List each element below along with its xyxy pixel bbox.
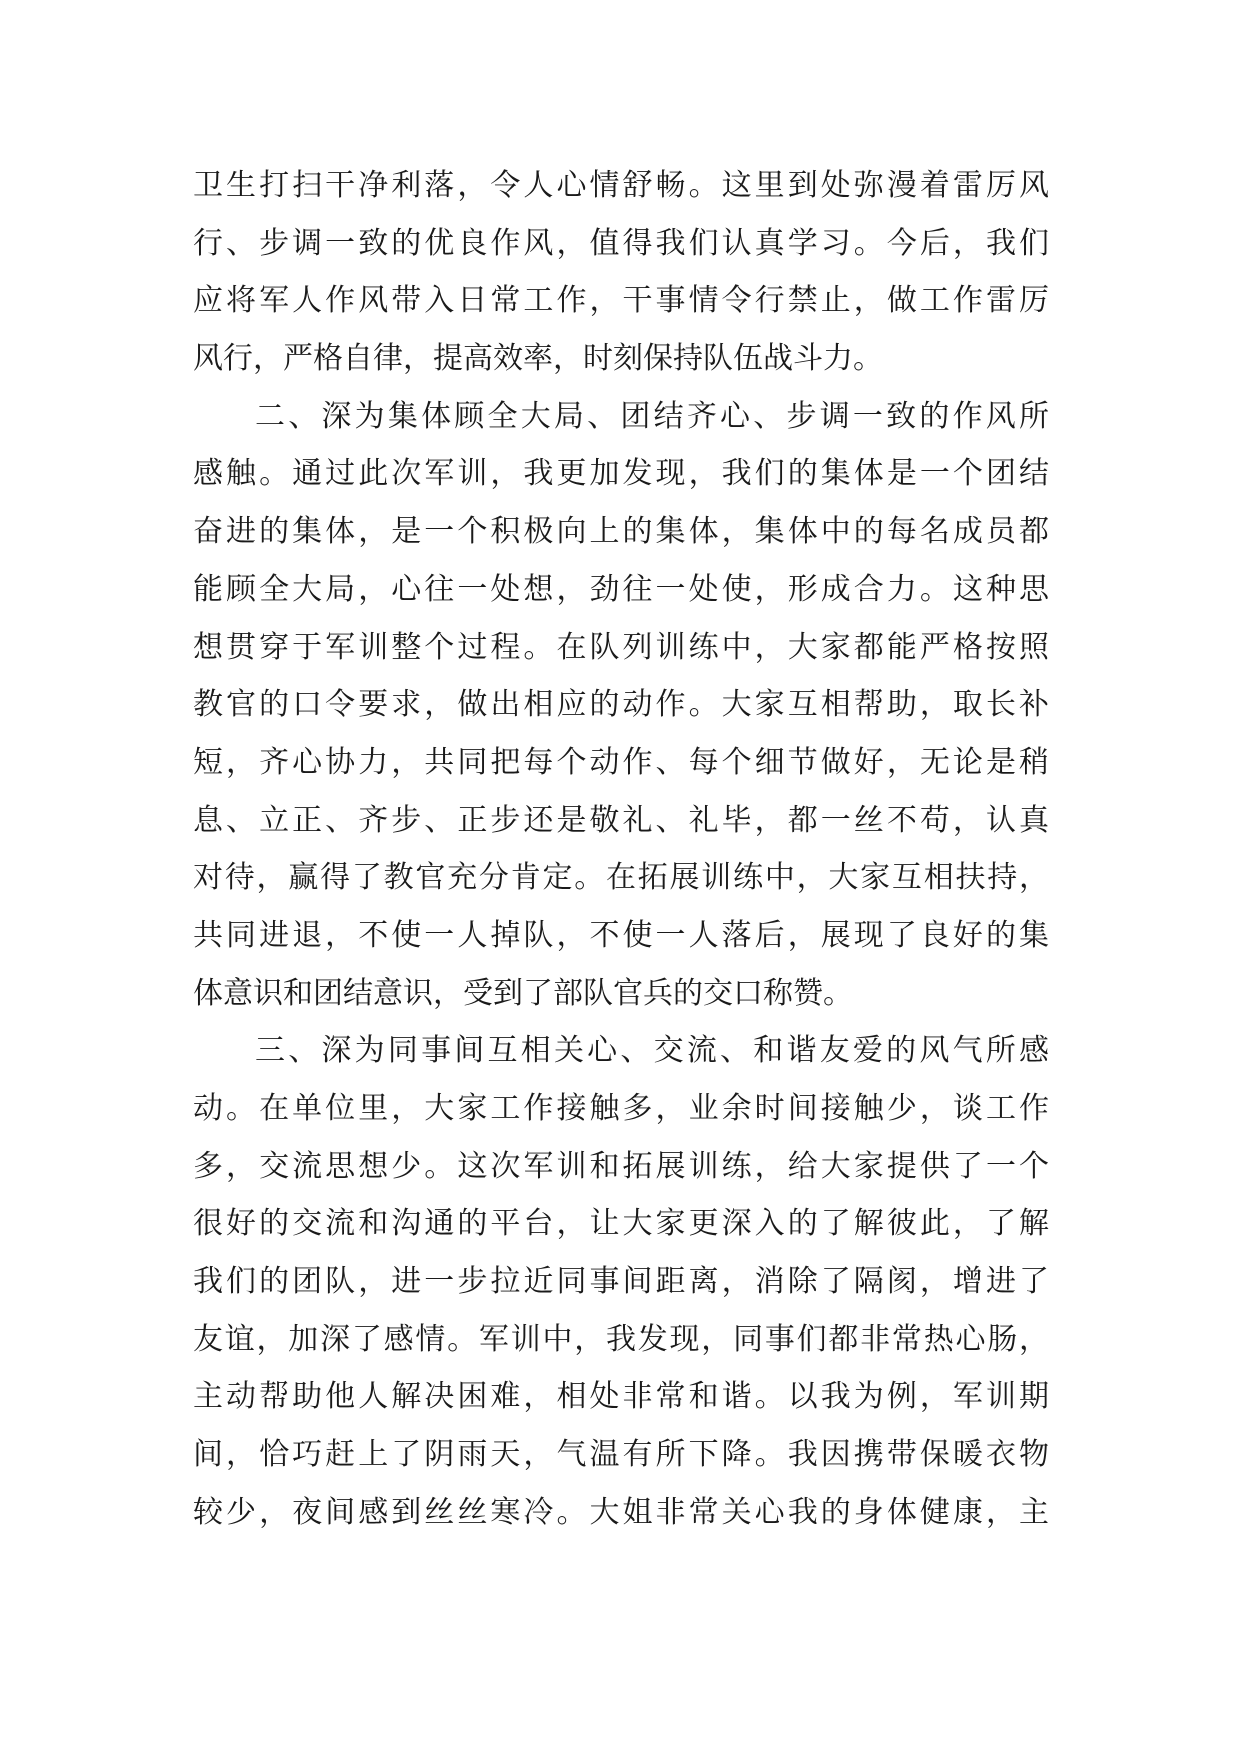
text-line: 行、步调一致的优良作风，值得我们认真学习。今后，我们 bbox=[193, 225, 1049, 261]
text-line: 很好的交流和沟通的平台，让大家更深入的了解彼此，了解 bbox=[193, 1206, 1049, 1242]
text-line: 友谊，加深了感情。军训中，我发现，同事们都非常热心肠， bbox=[193, 1321, 1049, 1357]
document-body bbox=[193, 166, 1049, 1551]
paragraph-2 bbox=[193, 397, 1049, 1032]
text-line: 共同进退，不使一人掉队，不使一人落后，展现了良好的集 bbox=[193, 917, 1049, 953]
text-line: 想贯穿于军训整个过程。在队列训练中，大家都能严格按照 bbox=[193, 629, 1049, 665]
text-line: 应将军人作风带入日常工作，干事情令行禁止，做工作雷厉 bbox=[193, 283, 1049, 319]
text-line: 对待，赢得了教官充分肯定。在拓展训练中，大家互相扶持， bbox=[193, 860, 1049, 896]
text-line: 感触。通过此次军训，我更加发现，我们的集体是一个团结 bbox=[193, 456, 1049, 492]
text-line: 风行，严格自律，提高效率，时刻保持队伍战斗力。 bbox=[193, 341, 883, 377]
text-line: 我们的团队，进一步拉近同事间距离，消除了隔阂，增进了 bbox=[193, 1264, 1049, 1300]
text-line: 体意识和团结意识，受到了部队官兵的交口称赞。 bbox=[193, 975, 853, 1011]
paragraph-1 bbox=[193, 166, 1049, 397]
text-line: 卫生打扫干净利落，令人心情舒畅。这里到处弥漫着雷厉风 bbox=[193, 168, 1049, 203]
text-line: 间，恰巧赶上了阴雨天，气温有所下降。我因携带保暖衣物 bbox=[193, 1437, 1049, 1473]
text-line: 动。在单位里，大家工作接触多，业余时间接触少，谈工作 bbox=[193, 1091, 1049, 1126]
text-line: 奋进的集体，是一个积极向上的集体，集体中的每名成员都 bbox=[193, 514, 1049, 550]
text-line: 较少，夜间感到丝丝寒冷。大姐非常关心我的身体健康，主 bbox=[193, 1494, 1049, 1530]
text-line: 多，交流思想少。这次军训和拓展训练，给大家提供了一个 bbox=[193, 1148, 1049, 1184]
text-line: 教官的口令要求，做出相应的动作。大家互相帮助，取长补 bbox=[193, 687, 1049, 723]
text-line: 二、深为集体顾全大局、团结齐心、步调一致的作风所 bbox=[255, 398, 1049, 434]
text-line: 三、深为同事间互相关心、交流、和谐友爱的风气所感 bbox=[255, 1033, 1049, 1069]
text-line: 能顾全大局，心往一处想，劲往一处使，形成合力。这种思 bbox=[193, 571, 1049, 607]
text-line: 息、立正、齐步、正步还是敬礼、礼毕，都一丝不苟，认真 bbox=[193, 802, 1049, 838]
text-line: 主动帮助他人解决困难，相处非常和谐。以我为例，军训期 bbox=[193, 1379, 1049, 1415]
text-line: 短，齐心协力，共同把每个动作、每个细节做好，无论是稍 bbox=[193, 744, 1049, 780]
paragraph-3 bbox=[193, 1031, 1049, 1550]
